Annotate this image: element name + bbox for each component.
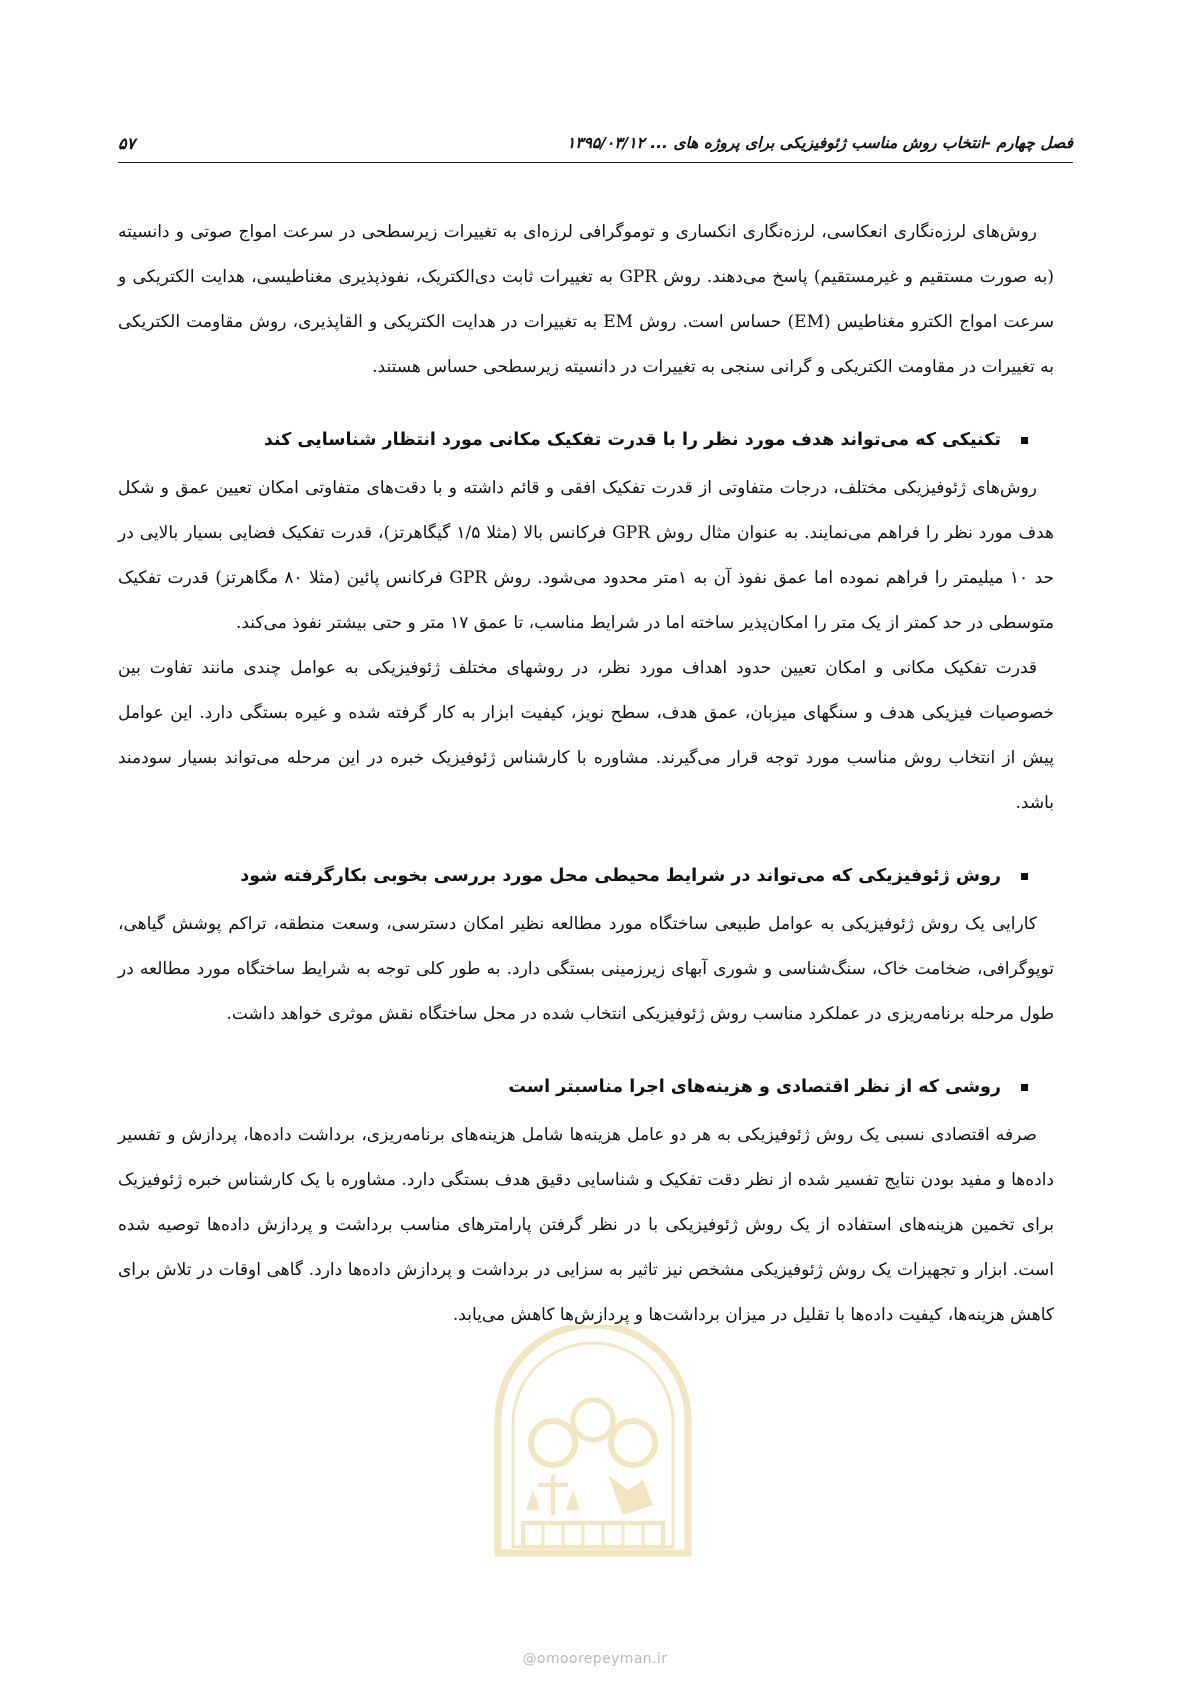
body-paragraph: قدرت تفکیک مکانی و امکان تعیین حدود اهداف مورد نظر، در روشهای مختلف ژئوفیزیکی به عوامل چندی مانند تفاوت بین خصوصیات فیزیکی هدف و سنگهای میزبان، عمق هدف، سطح نویز، کیفیت ابزار به کار گرفته شده و غیره بستگی دارد. این عوامل پیش از انتخاب روش مناسب مورد توجه قرار می‌گیرند. مشاوره با کارشناس ژئوفیزیک خبره در این مرحله می‌تواند بسیار سودمند باشد. bbox=[118, 658, 1054, 813]
chapter-title: فصل چهارم -انتخاب روش مناسب ژئوفیزیکی برای پروژه های ... ۱۳۹۵/۰۳/۱۲ bbox=[566, 134, 1073, 152]
section-heading-resolution bbox=[118, 414, 1028, 466]
bullet-icon bbox=[1021, 1084, 1028, 1091]
header-divider bbox=[118, 162, 1073, 163]
page-body bbox=[118, 210, 1054, 1338]
running-header bbox=[118, 128, 1073, 158]
watermark-text: @omoorepeyman.ir bbox=[522, 1651, 668, 1667]
body-paragraph: صرفه اقتصادی نسبی یک روش ژئوفیزیکی به هر دو عامل هزینه‌ها شامل هزینه‌های برنامه‌ریزی، برداشت داده‌ها، پردازش و تفسیر داده‌ها و مفید بودن نتایج تفسیر شده از نظر دقت تفکیک و شناسایی دقیق هدف بستگی دارد. مشاوره با یک کارشناس خبره ژئوفیزیک برای تخمین هزینه‌های استفاده از یک روش ژئوفیزیکی با در نظر گرفتن پارامترهای مناسب برداشت و پردازش داده‌ها توصیه شده است. ابزار و تجهیزات یک روش ژئوفیزیکی مشخص نیز تاثیر به سزایی در برداشت و پردازش داده‌ها دارد. گاهی اوقات در تلاش برای کاهش هزینه‌ها، کیفیت داده‌ها با تقلیل در میزان برداشت‌ها و پردازش‌ها کاهش می‌یابد. bbox=[118, 1125, 1054, 1325]
section-heading-cost bbox=[118, 1061, 1028, 1113]
section-heading-text: تکنیکی که می‌تواند هدف مورد نظر را با قدرت تفکیک مکانی مورد انتظار شناسایی کند bbox=[263, 430, 1001, 450]
section-heading-site-conditions bbox=[118, 850, 1028, 902]
watermark-logo-icon bbox=[458, 1325, 728, 1575]
section-heading-text: روش ژئوفیزیکی که می‌تواند در شرایط محیطی محل مورد بررسی بخوبی بکارگرفته شود bbox=[240, 866, 1001, 886]
section-heading-text: روشی که از نظر اقتصادی و هزینه‌های اجرا مناسبتر است bbox=[508, 1077, 1001, 1097]
intro-paragraph: روش‌های لرزه‌نگاری انعکاسی، لرزه‌نگاری انکساری و توموگرافی لرزه‌ای به تغییرات زیرسطحی در سرعت امواج صوتی و دانسیته (به صورت مستقیم و غیرمستقیم) پاسخ می‌دهند. روش GPR به تغییرات ثابت دی‌الکتریک، نفوذپذیری مغناطیسی، هدایت الکتریکی و سرعت امواج الکترو مغناطیس (EM) حساس است. روش EM به تغییرات در هدایت الکتریکی و القاپذیری، روش مقاومت الکتریکی به تغییرات در مقاومت الکتریکی و گرانی سنجی به تغییرات در دانسیته زیرسطحی حساس هستند. bbox=[118, 222, 1054, 377]
body-paragraph: کارایی یک روش ژئوفیزیکی به عوامل طبیعی ساختگاه مورد مطالعه نظیر امکان دسترسی، وسعت منطقه، تراکم پوشش گیاهی، توپوگرافی، ضخامت خاک، سنگ‌شناسی و شوری آبهای زیرزمینی بستگی دارد. به طور کلی توجه به شرایط ساختگاه مورد مطالعه در طول مرحله برنامه‌ریزی در عملکرد مناسب روش ژئوفیزیکی انتخاب شده در محل ساختگاه نقش موثری خواهد داشت. bbox=[118, 914, 1054, 1024]
bullet-icon bbox=[1021, 873, 1028, 880]
body-paragraph: روش‌های ژئوفیزیکی مختلف، درجات متفاوتی از قدرت تفکیک افقی و قائم داشته و با دقت‌های متفاوتی امکان تعیین عمق و شکل هدف مورد نظر را فراهم می‌نمایند. به عنوان مثال روش GPR فرکانس بالا (مثلا ۱/۵ گیگاهرتز)، قدرت تفکیک فضایی بسیار بالایی در حد ۱۰ میلیمتر را فراهم نموده اما عمق نفوذ آن به ۱متر محدود می‌شود. روش GPR فرکانس پائین (مثلا ۸۰ مگاهرتز) قدرت تفکیک متوسطی در حد کمتر از یک متر را امکان‌پذیر ساخته اما در شرایط مناسب، تا عمق ۱۷ متر و حتی بیشتر نفوذ می‌کند. bbox=[118, 478, 1054, 633]
page-number: ۵۷ bbox=[118, 133, 136, 153]
bullet-icon bbox=[1021, 437, 1028, 444]
